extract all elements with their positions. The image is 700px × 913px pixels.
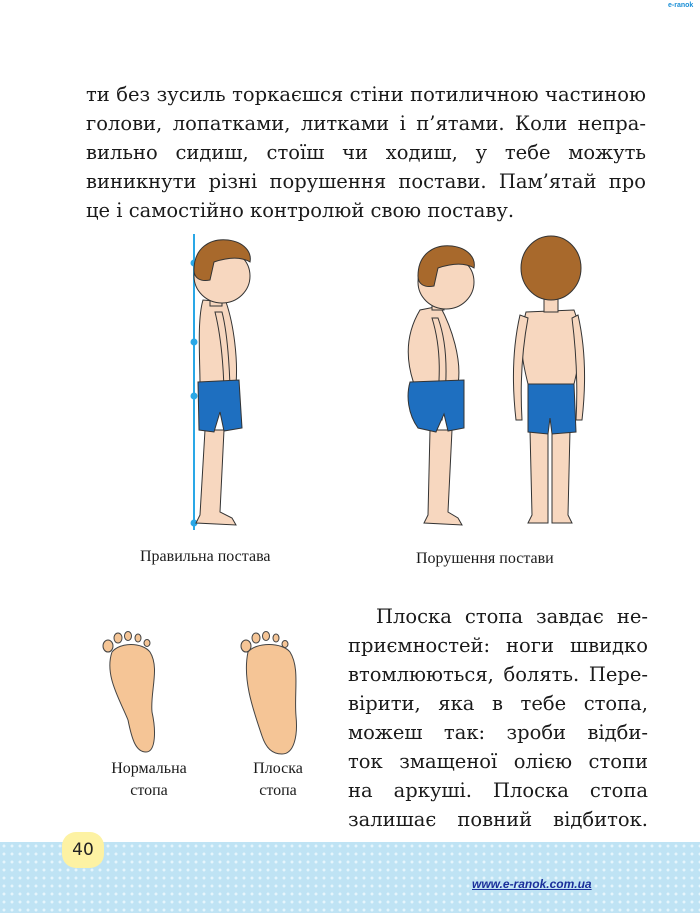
incorrect-posture-caption: Порушення постави bbox=[416, 550, 554, 567]
flatfoot-line: Плоска стопа завдає не- bbox=[376, 605, 648, 628]
flat-foot-caption-line2: стопа bbox=[259, 782, 297, 799]
intro-line: голови, лопатками, литками і п’ятами. Коли непра- bbox=[86, 112, 646, 135]
flatfoot-line: вірити, яка в тебе стопа, bbox=[348, 692, 648, 715]
normal-foot-caption bbox=[94, 758, 204, 802]
flatfoot-line: залишає повний відбиток. bbox=[348, 808, 648, 831]
page-number: 40 bbox=[62, 832, 104, 868]
flatfoot-paragraph bbox=[348, 602, 648, 834]
incorrect-posture-side-figure bbox=[408, 246, 474, 525]
intro-line: вильно сидиш, стоїш чи ходиш, у тебе можуть bbox=[86, 141, 646, 164]
intro-line: ти без зусиль торкаєшся стіни потиличною частиною bbox=[86, 83, 646, 106]
flat-footprint bbox=[241, 632, 296, 755]
incorrect-posture-back-figure bbox=[513, 236, 584, 523]
flatfoot-line: ток змащеної олією стопи bbox=[348, 750, 648, 773]
flatfoot-line: на аркуші. Плоска стопа bbox=[348, 779, 648, 802]
normal-footprint bbox=[103, 632, 155, 753]
correct-posture-figure bbox=[191, 234, 251, 530]
correct-posture-caption: Правильна постава bbox=[140, 548, 271, 565]
intro-line: це і самостійно контролюй свою поставу. bbox=[86, 199, 515, 222]
publisher-url-link[interactable]: www.e-ranok.com.ua bbox=[472, 877, 592, 891]
flatfoot-line: приємностей: ноги швидко bbox=[348, 634, 648, 657]
flatfoot-line: втомлюються, болять. Пере- bbox=[348, 663, 648, 686]
publisher-logo: e-ranok bbox=[668, 2, 694, 9]
flatfoot-line: можеш так: зроби відби- bbox=[348, 721, 648, 744]
contact-point-buttocks bbox=[191, 393, 198, 400]
intro-line: виникнути різні порушення постави. Пам’ятай про bbox=[86, 170, 646, 193]
flat-foot-caption bbox=[236, 758, 320, 802]
normal-foot-caption-line1: Нормальна bbox=[111, 760, 187, 777]
contact-point-shoulder bbox=[191, 339, 198, 346]
footer-band bbox=[0, 842, 700, 913]
flat-foot-caption-line1: Плоска bbox=[253, 760, 303, 777]
normal-foot-caption-line2: стопа bbox=[130, 782, 168, 799]
